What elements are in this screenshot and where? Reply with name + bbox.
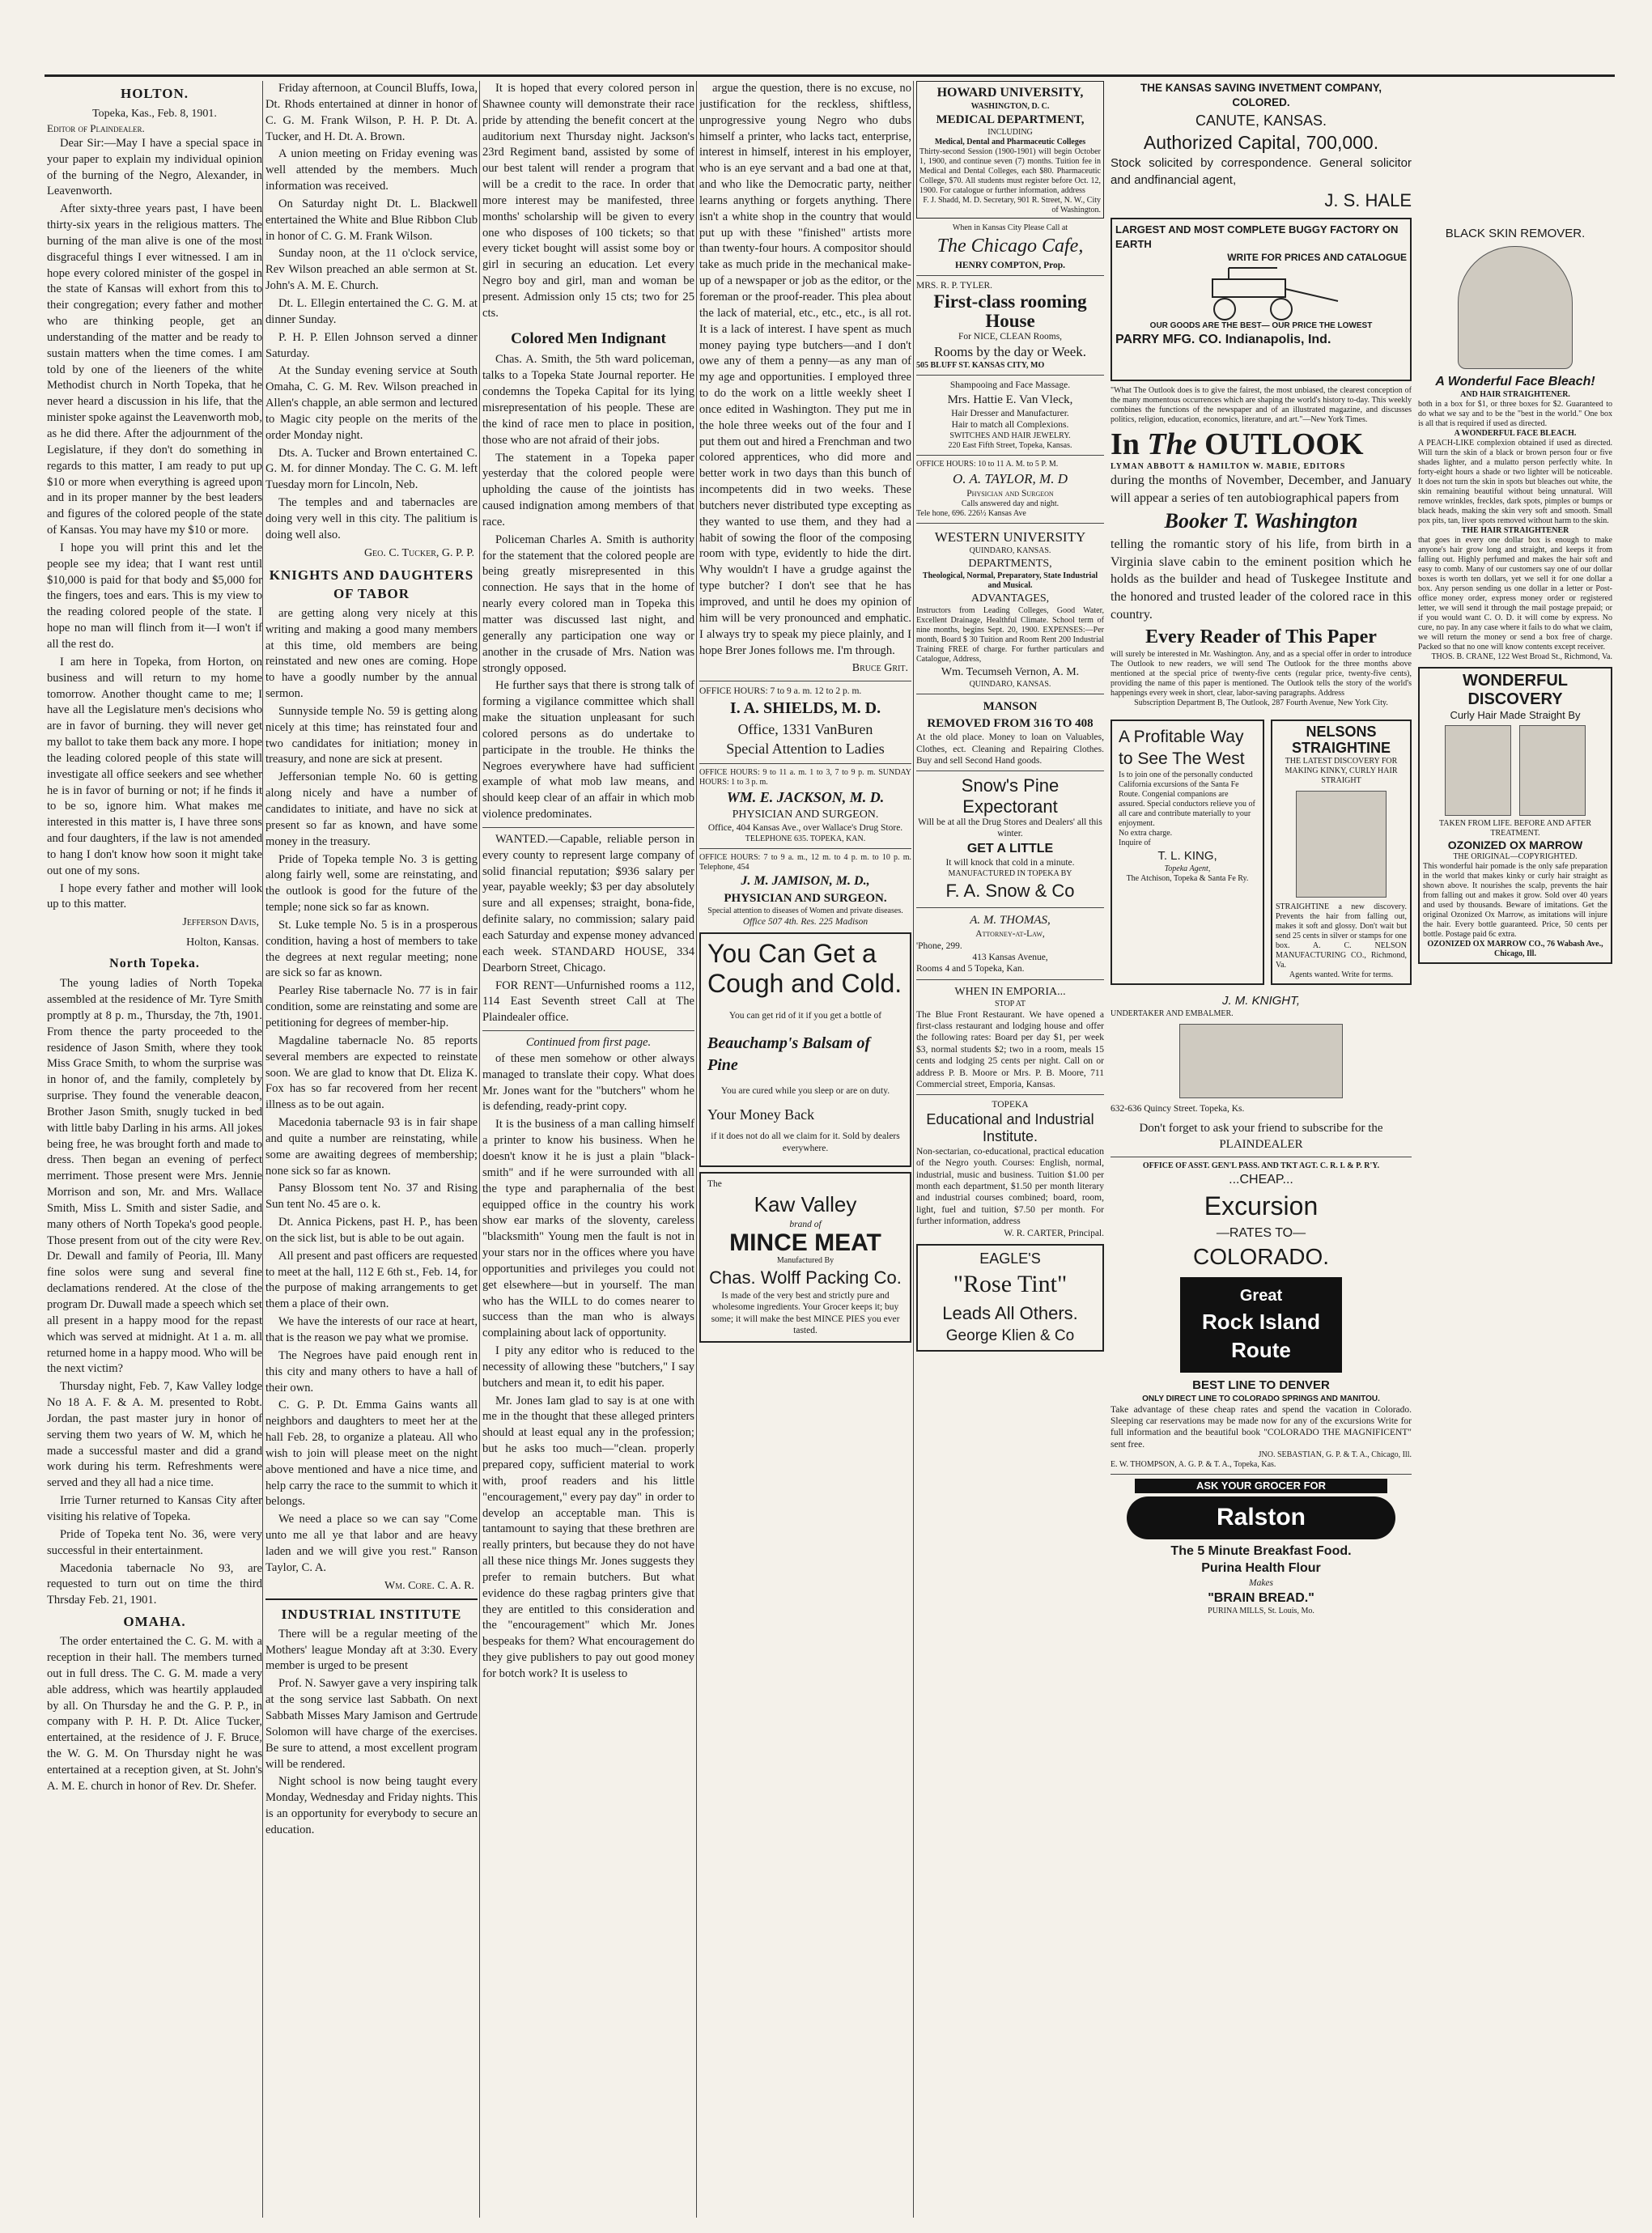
- rock-best: BEST LINE TO DENVER: [1192, 1378, 1330, 1393]
- paragraph: After sixty-three years past, I have been thirty-six years in the religious matters. The burning of the man alive is one of the most disgraceful things I ever witnessed. I am in hope every colored minister of the gospel in the state of Kansas will exhort from this to their congregation; every father and mother who are thinking people, get an understanding of the matter and be ready to sustain matters when the time comes. I am told by one of the lieeners of the white Methodist church in North Topeka, that he never heard a discussion in his life, that the minister spoke against the Leavenworth mob, as he did there. After the adjournment of the Legislature, if they don't do something in regards to this matter, I am ready to put up $10 or more when everything is agreed upon and in its proper manner by the best leaders and figures of the colored people of the state of Kansas. You may have my $10 or more.: [47, 202, 262, 537]
- signature: Jefferson Davis,: [182, 916, 259, 929]
- santafe-railway: The Atchison, Topeka & Santa Fe Ry.: [1126, 874, 1249, 884]
- column-rule: [479, 81, 480, 2218]
- santafe-inquire: Inquire of: [1119, 838, 1151, 847]
- vleck-goods: SWITCHES AND HAIR JEWELRY.: [949, 431, 1071, 440]
- divider: [699, 763, 911, 764]
- cough-ad: [699, 932, 911, 1167]
- topeka-text: Non-sectarian, co-educational, practical education of the Negro youth. Courses: English, normal, industrial, music and business. Tuition $1.00 per month each department, $1.50 per month literary and industrial courses combined; board, room, light, fuel and tuition, $7.50 per month. For further information, address: [916, 1146, 1104, 1227]
- heading-holton: HOLTON.: [120, 86, 189, 101]
- western-sig: Wm. Tecumseh Vernon, A. M.: [941, 666, 1080, 679]
- continued-note: Continued from first page.: [525, 1036, 652, 1050]
- manson-text: At the old place. Money to loan on Valuables, Clothes, ect. Cleaning and Repairing Clothes. Buy and sell Second Hand goods.: [916, 732, 1104, 766]
- paragraph: Policeman Charles A. Smith is authority for the statement that the colored people are being greatly misrepresented in this connection. He says that in the home of nearly every colored man in Topeka this matter was discussed last night, and generally any participation one way or another in the crusade of Mrs. Nation was strongly opposed.: [482, 533, 694, 675]
- outlook-reader: Every Reader of This Paper: [1145, 626, 1377, 647]
- parry-logo: PARRY MFG. CO. Indianapolis, Ind.: [1115, 332, 1331, 346]
- paragraph: Macedonia tabernacle 93 is in fair shape and quite a number are reinstating, while some are awaiting degrees of membership; none sick so far as known.: [265, 1116, 478, 1178]
- black-sub: AND HAIR STRAIGHTENER.: [1460, 389, 1570, 399]
- outlook-fine: will surely be interested in Mr. Washington. Any, and as a special offer in order to introduce The Outlook to new readers, we will send The Outlook for the three months above mentioned at the special price of twenty-five cents (regular price, twenty-five cents), providing the name of this paper is mentioned. The Outlook tells the story of the world's happenings every week in short, clear, labor-saving paragraphs. Address: [1111, 650, 1412, 698]
- howard-dept: MEDICAL DEPARTMENT,: [936, 112, 1085, 126]
- rooming-addr: 505 BLUFF ST. KANSAS CITY, MO: [916, 361, 1045, 371]
- divider: [916, 455, 1104, 456]
- vleck-title: Hair Dresser and Manufacturer.: [951, 409, 1069, 419]
- rock-text: Take advantage of these cheap rates and spend the vacation in Colorado. Sleeping car reservations may be made now for any of the excursions Write for full information and the beautiful book "COLORADO THE MAGNIFICENT" sent free.: [1111, 1404, 1412, 1450]
- divider: [916, 1094, 1104, 1095]
- editor-salutation: Editor of Plaindealer.: [47, 122, 145, 135]
- jamison-title: PHYSICIAN AND SURGEON.: [724, 891, 887, 905]
- paragraph: We need a place so we can say "Come unto me all ye that labor and are heavy laden and we will give you rest." Ranson Taylor, C. A.: [265, 1513, 478, 1574]
- paragraph: Pride of Topeka tent No. 36, were very successful in their entertainment.: [47, 1527, 262, 1557]
- paragraph: Dts. A. Tucker and Brown entertained C. G. M. for dinner Monday. The C. G. M. left Tuesday morn for Lincoln, Neb.: [265, 446, 478, 492]
- cafe-intro: When in Kansas City Please Call at: [952, 223, 1068, 233]
- taylor-calls: Calls answered day and night.: [961, 499, 1060, 509]
- rock-colorado: COLORADO.: [1192, 1244, 1330, 1270]
- thomas-phone: 'Phone, 299.: [916, 940, 962, 951]
- paragraph: The temples and and tabernacles are doing very well in this city. The palitium is doing well also.: [265, 496, 478, 541]
- subscribe-note: Don't forget to ask your friend to subscribe for the PLAINDEALER: [1139, 1121, 1383, 1151]
- top-rule: [45, 74, 1615, 77]
- paragraph: Sunnyside temple No. 59 is getting along nicely at this time; has reinstated four and two candidates for initiation; money in treasury, and none are sick at present.: [265, 704, 478, 766]
- column-6: [1111, 81, 1412, 2218]
- ads-row-1: [1111, 715, 1412, 990]
- paragraph: Chas. A. Smith, the 5th ward policeman, talks to a Topeka State Journal reporter. He condemns the Topeka Capital for its lying misrepresentation of his people. These are the kind of race men to place in position, those who are not afraid of their jobs.: [482, 353, 694, 447]
- paragraph: He further says that there is strong talk of forming a vigilance committee which shall make the situation unpleasant for such colored persons as do undertake to participate in the trouble. He thinks the Negroes everywhere have had sufficient example of what mob law means, and should keep clear of an affair in which mob violence predominates.: [482, 679, 694, 821]
- divider: [916, 907, 1104, 908]
- santafe-agent: Topeka Agent,: [1164, 864, 1211, 874]
- taylor-hours: OFFICE HOURS: 10 to 11 A. M. to 5 P. M.: [916, 459, 1059, 469]
- mince-brand: Kaw Valley: [754, 1191, 857, 1216]
- cough-money: Your Money Back: [707, 1106, 815, 1123]
- snow-text2: It will knock that cold in a minute.: [945, 858, 1075, 868]
- outlook-quote: "What The Outlook does is to give the fairest, the most unbiased, the clearest conception of the many momentous occurrences which are shaping the world's history to-day. This weekly combines the functions of the newspaper and of an illustrated magazine, and discusses politics, religion, education, economics, literature, and art."—New York Times.: [1111, 386, 1412, 425]
- mince-title: MINCE MEAT: [729, 1229, 881, 1257]
- hearse-illustration: [1179, 1024, 1343, 1098]
- ralston-line1: The 5 Minute Breakfast Food.: [1170, 1543, 1352, 1558]
- signature-place: Holton, Kansas.: [186, 936, 259, 949]
- vleck-match: Hair to match all Complexions.: [951, 420, 1069, 431]
- paragraph: Dt. Annica Pickens, past H. P., has been on the sick list, but is able to be out again.: [265, 1216, 478, 1245]
- snow-title: Snow's Pine Expectorant: [961, 775, 1060, 817]
- black-straight: THE HAIR STRAIGHTENER: [1461, 525, 1569, 535]
- black-title: BLACK SKIN REMOVER.: [1445, 227, 1586, 240]
- taylor-tel: Tele hone, 696. 226½ Kansas Ave: [916, 509, 1026, 519]
- rock-island-logo: [1180, 1277, 1342, 1373]
- paragraph: Pride of Topeka temple No. 3 is getting along fairly well, some are reinstating, and the outlook is good for the future of the temple; none sick so far as known.: [265, 852, 478, 915]
- western-adv: ADVANTAGES,: [970, 592, 1050, 605]
- santafe-title: A Profitable Way to See The West: [1119, 728, 1245, 769]
- parry-goods: OUR GOODS ARE THE BEST— OUR PRICE THE LOWEST: [1149, 321, 1373, 330]
- rock-cheap: ...CHEAP...: [1229, 1173, 1293, 1187]
- paragraph: It is the business of a man calling himself a printer to know his business. When he doesn't know it he is just a plain "black-smith" and if he were surrounded with all the type and paraphernalia of the best equipped office in the country his work show ear marks of the sloventy, careless "blacksmith" Young men the fault is not in your stars nor in the offices where you have opportunities and privileges you could not get elsewhere—but in yourself. The man who has the WILL to do comes nearer to success than the man who is always complaining about lack of opportunity.: [482, 1118, 694, 1340]
- nelson-ad: [1271, 720, 1412, 985]
- outlook-the: The: [1147, 427, 1197, 462]
- nelson-text: STRAIGHTINE a new discovery. Prevents the hair from falling out, makes it soft and glossy. Don't wait but send 25 cents in silver or stamps for one box. A. C. NELSON MANUFACTURING CO., Richmond, Va.: [1276, 902, 1407, 970]
- emporia-head: WHEN IN EMPORIA...: [954, 985, 1066, 998]
- column-3: [482, 81, 694, 2218]
- howard-city: WASHINGTON, D. C.: [970, 101, 1050, 111]
- paragraph: It is hoped that every colored person in Shawnee county will demonstrate their race pride by attending the benefit concert at the auditorium next Thursday night. Jackson's 23rd Regiment band, assisted by some of our best talent will render a program that will be a credit to the race. In order that more interest may be manifested, three months' scholarship will be given to every one who disposes of 100 tickets; so that every ticket bought will assist some boy or girl in securing an education. Let every Negro boy and girl, man and woman be present. Admission only 15 cts; two for 25 cts.: [482, 82, 694, 320]
- paragraph: Mr. Jones Iam glad to say is at one with me in the thought that these alleged printers should at least equal any in the profession; but he asks too much—"clean. properly prepared copy, sufficient material to work with, proof readers and his little "encouragement," every pay day" in order to develop an acceptable man. This is tantamount to saying that these brethren are really printers, but because they do not have all these nice things Mr. Jones suggests they prefer to remain butchers. But what evidence do these ragbag printers give that they are entitled to this consideration and the "encouragement" which Mr. Jones bespeaks for them? What encouragement do they give publishers to pay out good money for botch work? It is useless to: [482, 1394, 694, 1680]
- santafe-text: Is to join one of the personally conducted California excursions of the Santa Fe Route. Congenial companions are assured. Special conductors relieve you of all care and contribute materially to your enjoyment.: [1119, 770, 1255, 828]
- cafe-prop: HENRY COMPTON, Prop.: [954, 260, 1066, 270]
- rock-sig2: E. W. THOMPSON, A. G. P. & T. A., Topeka, Kas.: [1111, 1460, 1276, 1470]
- cough-cured: You are cured while you sleep or are on duty.: [720, 1085, 890, 1096]
- divider: [916, 979, 1104, 980]
- jackson-name: WM. E. JACKSON, M. D.: [726, 788, 885, 805]
- cough-brand: Beauchamp's Balsam of Pine: [707, 1034, 871, 1075]
- parry-ad: [1111, 218, 1412, 381]
- parry-write: WRITE FOR PRICES AND CATALOGUE: [1227, 252, 1407, 264]
- oxmarrow-ad: [1418, 667, 1612, 964]
- ralston-line4: "BRAIN BREAD.": [1208, 1590, 1314, 1605]
- heading-omaha: OMAHA.: [123, 1614, 186, 1630]
- ox-taken: TAKEN FROM LIFE. BEFORE AND AFTER TREATMENT.: [1438, 818, 1592, 838]
- heading-knights: KNIGHTS AND DAUGHTERS OF TABOR: [269, 567, 474, 601]
- nelson-title: NELSONS STRAIGHTINE: [1291, 724, 1391, 756]
- column-rule: [696, 81, 697, 2218]
- western-list: Theological, Normal, Preparatory, State Industrial and Musical.: [922, 571, 1098, 591]
- paragraph: Dear Sir:—May I have a special space in your paper to explain my individual opinion of the burning of the Negro, Alexander, in Leavenworth.: [47, 136, 262, 198]
- jackson-hours: OFFICE HOURS: 9 to 11 a. m. 1 to 3, 7 to 9 p. m. SUNDAY HOURS: 1 to 3 p. m.: [699, 767, 911, 787]
- ox-title: WONDERFUL DISCOVERY: [1463, 671, 1568, 708]
- buggy-icon: [1180, 265, 1342, 321]
- knight-title: UNDERTAKER AND EMBALMER.: [1111, 1009, 1234, 1019]
- vleck-addr: 220 East Fifth Street, Topeka, Kansas.: [948, 440, 1072, 450]
- eagle-head: EAGLE'S: [979, 1250, 1041, 1267]
- paragraph: The young ladies of North Topeka assembled at the residence of Mr. Tyre Smith promptly at 8 p. m., Thursday, the 7th, 1901. From thence the party proceeded to the residence of Jason Smith, where they took Miss Grace Smith, to whom the surprise was in honor of, and the family, completely by surprise. They found the venerable deacon, Brother Jason Smith, snugly tucked in bed with little baby Darling in his arms. All jokes being free, he was brought forth and made to dress. Then began an evening of perfect merriment. Those present were Mrs. Jennie Morrison and son, Mr. and Mrs. Wallace Smith, Miss L. Smith and sister Sadie, and many others of North Topeka's good people. Those present from out of the city were Rev. Dr. Dewall and family of Peoria, Ill. Many fine solos were sung and several fine declamations rendered. At the close of the program Dr. Duwall made a speech which set all present in a happy mood for the repast which was served at midnight. At 1 a. m. all returned home in a happy mood. Who will be the next victim?: [47, 977, 262, 1376]
- ox-before-illustration: [1445, 725, 1511, 816]
- howard-colleges: Medical, Dental and Pharmaceutic Colleges: [934, 138, 1086, 147]
- ralston-line2: Purina Health Flour: [1201, 1561, 1321, 1576]
- ralston-logo: Ralston: [1127, 1496, 1395, 1539]
- paragraph: The order entertained the C. G. M. with a reception in their hall. The members turned out in full dress. The C. G. M. made a very able address, which was heartily applauded by all. On Thursday he and the G. P. P., in company with P. H. P. Dt. Alice Tucker, entertained, at the residence of J. F. Bruce, the W. G. M. On Thursday night he was entertained at a reception given, at St. John's A. M. E. church in honor of Rev. Dr. Shefer.: [47, 1635, 262, 1793]
- rock-logo-name: Rock Island: [1202, 1309, 1320, 1334]
- black-text3: that goes in every one dollar box is enough to make anyone's hair grow long and straight, and keeps it from falling out. Highly perfumed and makes the hair soft and easy to comb. Many of our customers say one of our dollar boxes is worth ten dollars, yet we sell it for one dollar a box. Any person sending us one dollar in a letter or Post-office money order, express money order or registered letter, we will send it through the mail postage prepaid; or if you would want C. O. D. it will come by express. No cure, no pay. In any case where it fails to do what we claim, we will return the money or send a box free of charge. Packed so that no one will know contents except receiver.: [1418, 535, 1612, 652]
- paragraph: Night school is now being taught every Monday, Wednesday and Friday nights. This is an opportunity for everybody to secure an education.: [265, 1775, 478, 1836]
- eagle-title: "Rose Tint": [953, 1271, 1068, 1298]
- outlook-booker: Booker T. Washington: [1164, 509, 1358, 533]
- column-7: [1418, 81, 1612, 2218]
- signature: Wm. Core. C. A. R.: [384, 1579, 474, 1592]
- eagle-sub: Leads All Others.: [942, 1303, 1078, 1324]
- divider: [699, 848, 911, 849]
- howard-ad: [916, 81, 1104, 219]
- ox-text: This wonderful hair pomade is the only safe preparation in the world that makes kinky or curly hair straight as shown above. It nourishes the scalp, prevents the hair from falling out and makes it grow. Sold over 40 years and used by thousands. Beware of imitations. Get the original Ozonized Ox Marrow, as imitations will injure the hair. Every bottle guaranteed. Price, 50 cents per bottle. Postage paid 6c extra.: [1423, 861, 1607, 939]
- rooming-title: First-class rooming House: [933, 291, 1087, 331]
- divider: [482, 1030, 694, 1031]
- cough-title: You Can Get a Cough and Cold.: [707, 939, 902, 999]
- heading-industrial: INDUSTRIAL INSTITUTE: [281, 1606, 462, 1622]
- rooming-mrs: MRS. R. P. TYLER.: [916, 281, 993, 291]
- howard-sig: F. J. Shadd, M. D. Secretary, 901 R. Street, N. W., City of Washington.: [923, 196, 1101, 215]
- vleck-line: Shampooing and Face Massage.: [949, 380, 1071, 391]
- signature: Bruce Grit.: [851, 662, 908, 675]
- paragraph: I hope every father and mother will look up to this matter.: [47, 881, 262, 911]
- howard-text: Thirty-second Session (1900-1901) will begin October 1, 1900, and continue seven (7) months. Tuition fee in Medical and Dental Colleges, each $80. Pharmaceutic College, $70. All students must register before Oct. 12, 1900. For catalogue or further information, address: [919, 147, 1101, 196]
- paragraph: A union meeting on Friday evening was well attended by the members. Much information was received.: [265, 147, 478, 193]
- paragraph: We have the interests of our race at heart, that is the reason we pay what we promise.: [265, 1315, 478, 1344]
- rock-rates: —RATES TO—: [1216, 1225, 1306, 1240]
- outlook-address: Subscription Department B, The Outlook, 287 Fourth Avenue, New York City.: [1134, 698, 1388, 708]
- shields-name: I. A. SHIELDS, M. D.: [729, 698, 881, 717]
- knight-addr: 632-636 Quincy Street. Topeka, Ks.: [1111, 1104, 1245, 1114]
- paragraph: At the Sunday evening service at South Omaha, C. G. M. Rev. Wilson preached in Allen's chapple, an able sermon and lectured to Magic city people on the merits of the order Monday night.: [265, 364, 478, 442]
- paragraph: Thursday night, Feb. 7, Kaw Valley lodge No 18 A. F. & A. M. presented to Robt. Jordan, the past master jury in honor of serving them two years of W. M, which he made a successful master and did a grand work during his term. Refreshments were served and they all had a nice time.: [47, 1380, 262, 1490]
- paragraph: All present and past officers are requested to meet at the hall, 112 E 6th st., Feb. 14, for the purpose of making arrangements to get them a place of their own.: [265, 1249, 478, 1311]
- western-dept: DEPARTMENTS,: [968, 558, 1052, 571]
- paragraph: Pansy Blossom tent No. 37 and Rising Sun tent No. 45 are o. k.: [265, 1182, 478, 1212]
- jamison-hours: OFFICE HOURS: 7 to 9 a. m., 12 m. to 4 p. m. to 10 p. m. Telephone, 454: [699, 852, 911, 872]
- paragraph: There will be a regular meeting of the Mothers' league Monday aft at 3:30. Every member is urged to be present: [265, 1627, 478, 1673]
- mince-maker: Chas. Wolff Packing Co.: [709, 1267, 902, 1288]
- howard-incl: INCLUDING: [987, 128, 1033, 138]
- jackson-telephone: TELEPHONE 635. TOPEKA, KAN.: [745, 834, 866, 843]
- divider: [1111, 1474, 1412, 1475]
- ox-orig: THE ORIGINAL—COPYRIGHTED.: [1453, 851, 1578, 861]
- santafe-name: T. L. KING,: [1157, 848, 1217, 863]
- rooming-week: Rooms by the day or Week.: [933, 344, 1087, 360]
- topeka-title: Educational and Industrial Institute.: [926, 1110, 1094, 1145]
- paragraph: Prof. N. Sawyer gave a very inspiring talk at the song service last Sabbath. On next Sabbath Misses Mary Jamison and Gertrude Solomon will have charge of the exercises. Be sure to attend, a most excellent program will be rendered.: [265, 1677, 478, 1771]
- outlook-title: OUTLOOK: [1204, 427, 1364, 462]
- knight-name: J. M. KNIGHT,: [1221, 993, 1301, 1008]
- jackson-title: PHYSICIAN AND SURGEON.: [732, 809, 879, 821]
- divider: [265, 1598, 478, 1600]
- black-portrait-illustration: [1458, 246, 1573, 369]
- paragraph: St. Luke temple No. 5 is in a prosperous condition, having a host of members to take the degrees at next regular meeting; none are sick so far as known.: [265, 918, 478, 980]
- eagle-ad: [916, 1244, 1104, 1352]
- western-title: WESTERN UNIVERSITY: [934, 529, 1086, 546]
- divider: [482, 827, 694, 828]
- mince-ad: [699, 1172, 911, 1343]
- shields-special: Special Attention to Ladies: [726, 741, 885, 758]
- paragraph: On Saturday night Dt. L. Blackwell entertained the White and Blue Ribbon Club in honor of C. G. M. Frank Wilson.: [265, 197, 478, 243]
- ralston-ask: ASK YOUR GROCER FOR: [1135, 1479, 1387, 1493]
- black-text2: A PEACH-LIKE complexion obtained if used as directed. Will turn the skin of a black or brown person four or five shades lighter, and a mulatto person perfectly white. In forty-eight hours a shade or two lighter will be noticeable. It does not turn the skin in spots but bleaches out white, the skin remaining beautiful without being unnatural. Will remove wrinkles, freckles, dark spots, pimples or bumps or black heads, making the skin very soft and smooth. Small pox pits, tan, liver spots removed without harm to the skin.: [1418, 438, 1612, 525]
- outlook-text2: telling the romantic story of his life, from birth in a Virginia slave cabin to the eminent position which he holds as the builder and head of Tuskegee Institute and the honored and trusted leader of the colored race in this country.: [1111, 537, 1412, 622]
- manson-name: MANSON: [983, 700, 1038, 714]
- paragraph: Irrie Turner returned to Kansas City after visiting his relative of Topeka.: [47, 1494, 262, 1523]
- ox-portraits: [1423, 722, 1607, 819]
- heading-colored-men: Colored Men Indignant: [511, 329, 666, 347]
- thomas-rooms: Rooms 4 and 5 Topeka, Kan.: [916, 964, 1025, 974]
- paragraph: are getting along very nicely at this writing and making a good many members at this time, old members are being reinstated and new ones are coming. Hope to have a goodly number by the annual sermon.: [265, 606, 478, 701]
- taylor-name: O. A. TAYLOR, M. D: [952, 470, 1068, 486]
- rock-office: OFFICE OF ASST. GEN'L PASS. AND TKT AGT. C. R. I. & P. R'Y.: [1142, 1161, 1380, 1171]
- black-head: A Wonderful Face Bleach!: [1435, 375, 1595, 389]
- divider: [916, 375, 1104, 376]
- column-rule: [262, 81, 263, 2218]
- mince-the: The: [707, 1179, 722, 1190]
- paragraph: C. G. P. Dt. Emma Gains wants all neighbors and daughters to meet her at the hall Feb. 28, to organize a plateau. All who wish to join will please meet on the night above mentioned and have a nice time, and help carry the race to the summit to which it belongs.: [265, 1399, 478, 1509]
- paragraph: of these men somehow or other always managed to translate their copy. What does Mr. Jones want for the "butchers" whom he is defending, ready-print copy.: [482, 1051, 694, 1114]
- rock-sig1: JNO. SEBASTIAN, G. P. & T. A., Chicago, Ill.: [1258, 1450, 1412, 1460]
- western-text: Instructors from Leading Colleges, Good Water, Excellent Drainage, Healthful Climate. School term of nine months, begins Sept. 20, 1900. EXPENSES:—Per month, Board $ 30 Tuition and Room Rent 200 Industrial Training FREE of charge. For further particulars and Catalogue, Address,: [916, 606, 1104, 664]
- outlook-editors: LYMAN ABBOTT & HAMILTON W. MABIE, EDITORS: [1111, 461, 1346, 471]
- paragraph: Dt. L. Ellegin entertained the C. G. M. at dinner Sunday.: [265, 296, 478, 326]
- jamison-special: Special attention to diseases of Women and private diseases.: [707, 906, 903, 915]
- paragraph: I hope you will print this and let the people see my idea; that I want rest until $10,000 is paid for that body and $5,000 for the fingers, toes and ears. This is my view to the reading colored people of the state. I hope no man will flinch from it—I won't if all the rest do.: [47, 541, 262, 651]
- outlook-in: In: [1111, 427, 1140, 462]
- ox-sub: Curly Hair Made Straight By: [1450, 708, 1581, 721]
- black-text1: both in a box for $1, or three boxes for $2. Guaranteed to do what we say and to be the "best in the world." One box is all that is required if used as directed.: [1418, 399, 1612, 428]
- paragraph: P. H. P. Ellen Johnson served a dinner Saturday.: [265, 330, 478, 360]
- snow-manuf: MANUFACTURED IN TOPEKA BY: [948, 868, 1072, 878]
- rock-excursion: Excursion: [1204, 1191, 1319, 1221]
- western-sig2: QUINDARO, KANSAS.: [969, 680, 1051, 690]
- paragraph: Pearley Rise tabernacle No. 77 is in fair condition, some are reinstating and some are petitioning for degrees of member-hip.: [265, 984, 478, 1029]
- paragraph: Friday afternoon, at Council Bluffs, Iowa, Dt. Rhods entertained at dinner in honor of C. G. M. Frank Wilson, P. H. P. Dt. A. Tucker, and H. Dt. A. Brown.: [265, 82, 478, 143]
- rock-only: ONLY DIRECT LINE TO COLORADO SPRINGS AND MANITOU.: [1142, 1394, 1380, 1403]
- savings-title: THE KANSAS SAVING INVETMENT COMPANY, COLORED.: [1140, 82, 1382, 109]
- ralston-line5: PURINA MILLS, St. Louis, Mo.: [1208, 1607, 1314, 1616]
- column-2: [265, 81, 478, 2218]
- eagle-maker: George Klien & Co: [945, 1327, 1075, 1345]
- howard-title: HOWARD UNIVERSITY,: [936, 86, 1084, 100]
- column-rule: [913, 81, 914, 2218]
- snow-maker: F. A. Snow & Co: [945, 880, 1075, 901]
- classified-wanted: WANTED.—Capable, reliable person in every county to represent large company of solid financial reputation; $936 salary per year, payable weekly; $3 per day absolutely sure and all expenses; straight, bona-fide, definite salary, no commission; salary paid each Saturday and expense money advanced each week. STANDARD HOUSE, 334 Dearborn Street, Chicago.: [482, 832, 694, 974]
- ox-after-illustration: [1519, 725, 1586, 816]
- jamison-address: Office 507 4th. Res. 225 Madison: [742, 916, 868, 927]
- rock-logo-great: Great: [1239, 1287, 1283, 1305]
- manson-removed: REMOVED FROM 316 TO 408: [927, 716, 1094, 730]
- savings-agent: J. S. HALE: [1324, 190, 1412, 211]
- column-4: [699, 81, 911, 2218]
- snow-text: Will be at all the Drug Stores and Dealers' all this winter.: [918, 817, 1102, 839]
- shields-hours: OFFICE HOURS: 7 to 9 a. m. 12 to 2 p. m.: [699, 686, 862, 697]
- parry-title: LARGEST AND MOST COMPLETE BUGGY FACTORY ON EARTH: [1115, 223, 1399, 250]
- ox-sig: OZONIZED OX MARROW CO., 76 Wabash Ave., Chicago, Ill.: [1427, 939, 1603, 958]
- cough-text: You can get rid of it if you get a bottle of: [728, 1010, 882, 1021]
- paragraph: Magdaline tabernacle No. 85 reports several members are expected to reinstate soon. We are glad to know that Dt. Eliza K. Fox has so far recovered from her recent illness as to be out again.: [265, 1034, 478, 1112]
- rooming-sub: For NICE, CLEAN Rooms,: [958, 331, 1063, 342]
- column-5: [916, 81, 1104, 2218]
- cafe-name: The Chicago Cafe,: [936, 236, 1084, 257]
- divider: [916, 523, 1104, 524]
- black-sig: THOS. B. CRANE, 122 West Broad St., Richmond, Va.: [1431, 652, 1612, 661]
- savings-city: CANUTE, KANSAS.: [1195, 112, 1327, 129]
- paragraph: I pity any editor who is reduced to the necessity of allowing these "butchers," I say butchers and mean it, to edit his paper.: [482, 1344, 694, 1390]
- nelson-portrait-illustration: [1296, 791, 1387, 898]
- dateline: Topeka, Kas., Feb. 8, 1901.: [92, 108, 217, 121]
- western-city: QUINDARO, KANSAS.: [969, 546, 1051, 556]
- cough-fine: if it does not do all we claim for it. Sold by dealers everywhere.: [711, 1131, 900, 1153]
- black-bleach: A WONDERFUL FACE BLEACH.: [1454, 428, 1577, 438]
- outlook-text1: during the months of November, December, and January will appear a series of ten autobiographical papers from: [1111, 473, 1412, 505]
- mince-brand-of: brand of: [789, 1219, 822, 1229]
- mince-manuf: Manufactured By: [776, 1255, 834, 1265]
- topeka-head: TOPEKA: [992, 1100, 1029, 1110]
- buggy-illustration: [1115, 265, 1407, 321]
- vleck-name: Mrs. Hattie E. Van Vleck,: [947, 393, 1073, 406]
- thomas-addr: 413 Kansas Avenue,: [972, 952, 1048, 962]
- taylor-title: Physician and Surgeon: [966, 488, 1054, 499]
- nelson-agents: Agents wanted. Write for terms.: [1289, 970, 1394, 979]
- paragraph: The statement in a Topeka paper yesterday that the colored people were upholding the cause of the jointists has caused indignation among members of that race.: [482, 451, 694, 529]
- paragraph: argue the question, there is no excuse, no justification for the reckless, shiftless, unprogressive young Negro who dubs himself a printer, who lacks tact, enterprise, interest in himself, interest in his employer, who is an eye servant and a bad one at that, and who like the Democratic party, neither learns anything or forgets anything. There isn't a white shop in the country that would put up with these "finished" artists more than twenty-four hours. A compositor should take as much pride in the mechanical make-up of a newspaper or job as the editor, or the foreman or the proof-reader. This plea about the lack of material, etc., etc., etc., is all rot. It is a lack of interest. I have spent as much money paying type butchers—and I don't owe any of them a penny—as any man of my age and opportunities. I employed three to do the work on a little weekly sheet I once edited in Washington. They put me in the hole three weeks out of the four and I put them out and hired a Frenchman and two colored apprentices, who did more and better work in two days than this bunch of incompetents did in two weeks. These butchers never distributed type excepting as they wanted to use them, and they had a habit of sowing the floor of the composing room with type, evidently to hide the dirt. Why wouldn't I have a grudge against the type butcher? I don't see that he has improved, and until he does my opinion of him will be very pronounced and emphatic. I always try to speak my piece plainly, and I hope Brer Jones follows me. I'm through.: [699, 82, 911, 657]
- santafe-ad: [1111, 720, 1264, 985]
- snow-get: GET A LITTLE: [966, 841, 1054, 855]
- paragraph: Jeffersonian temple No. 60 is getting along nicely and have a number of candidates to initiate, and have no sick at present so far as known, and have some money in the treasury.: [265, 771, 478, 848]
- shields-office: Office, 1331 VanBuren: [737, 720, 873, 737]
- ralston-line3: Makes: [1248, 1578, 1273, 1589]
- outlook-masthead: [1111, 428, 1412, 462]
- rock-logo-route: Route: [1231, 1337, 1291, 1362]
- nelson-sub: THE LATEST DISCOVERY FOR MAKING KINKY, CURLY HAIR STRAIGHT: [1285, 756, 1398, 785]
- column-1: [47, 81, 262, 2218]
- thomas-title: Attorney-at-Law,: [975, 929, 1045, 940]
- thomas-name: A. M. THOMAS,: [970, 913, 1051, 927]
- savings-capital: Authorized Capital, 700,000.: [1143, 132, 1379, 154]
- paragraph: Macedonia tabernacle No 93, are requested to turn out on time the third Thrsday Feb. 21, 1901.: [47, 1561, 262, 1607]
- paragraph: Sunday noon, at the 11 o'clock service, Rev Wilson preached an able sermon at St. John's A. M. E. Church.: [265, 247, 478, 293]
- savings-stock: Stock solicited by correspondence. General solicitor and andfinancial agent,: [1111, 156, 1412, 187]
- heading-north-topeka: North Topeka.: [109, 957, 200, 971]
- paragraph: The Negroes have paid enough rent in this city and many others to have a hall of their own.: [265, 1348, 478, 1395]
- jamison-name: J. M. JAMISON, M. D.,: [741, 873, 870, 888]
- emporia-stop: STOP AT: [994, 999, 1026, 1008]
- santafe-extra: No extra charge.: [1119, 828, 1173, 838]
- topeka-sig: W. R. CARTER, Principal.: [1004, 1228, 1104, 1238]
- mince-text: Is made of the very best and strictly pure and wholesome ingredients. Your Grocer keeps it; buy some; it will make the best MINCE PIES you ever tasted.: [711, 1290, 900, 1335]
- ox-brand: OZONIZED OX MARROW: [1447, 838, 1583, 851]
- classified-rent: FOR RENT—Unfurnished rooms a 112, 114 East Seventh street Call at The Plaindealer office.: [482, 979, 694, 1025]
- emporia-text: The Blue Front Restaurant. We have opened a first-class restaurant and lodging house and offer the following rates: Board per day $1, per week $3, normal students $2; two in a room, meals 15 cents and lodging 25 cents per night. Call on or address P. B. Moore or Mrs. P. B. Moore, 711 Commercial street, Emporia, Kansas.: [916, 1009, 1104, 1089]
- divider: [916, 275, 1104, 276]
- paragraph: I am here in Topeka, from Horton, on business and will return to my home tomorrow. Another thought came to me; I have all the Legislature men's decisions who are in favor of burning. they will never get my ballot to take them back any more. I hope the leading colored people of this state will investigate all office seekers and see whether he is in favor of burning or not; if he finds it to be so, ignore him. What makes me interested in this matter is, I have three sons and four daughters, if the law is not amended to hang I don't know how soon it might take out one of my sons.: [47, 655, 262, 877]
- jackson-address: Office, 404 Kansas Ave., over Wallace's Drug Store.: [707, 823, 903, 834]
- signature: Geo. C. Tucker, G. P. P.: [363, 546, 474, 559]
